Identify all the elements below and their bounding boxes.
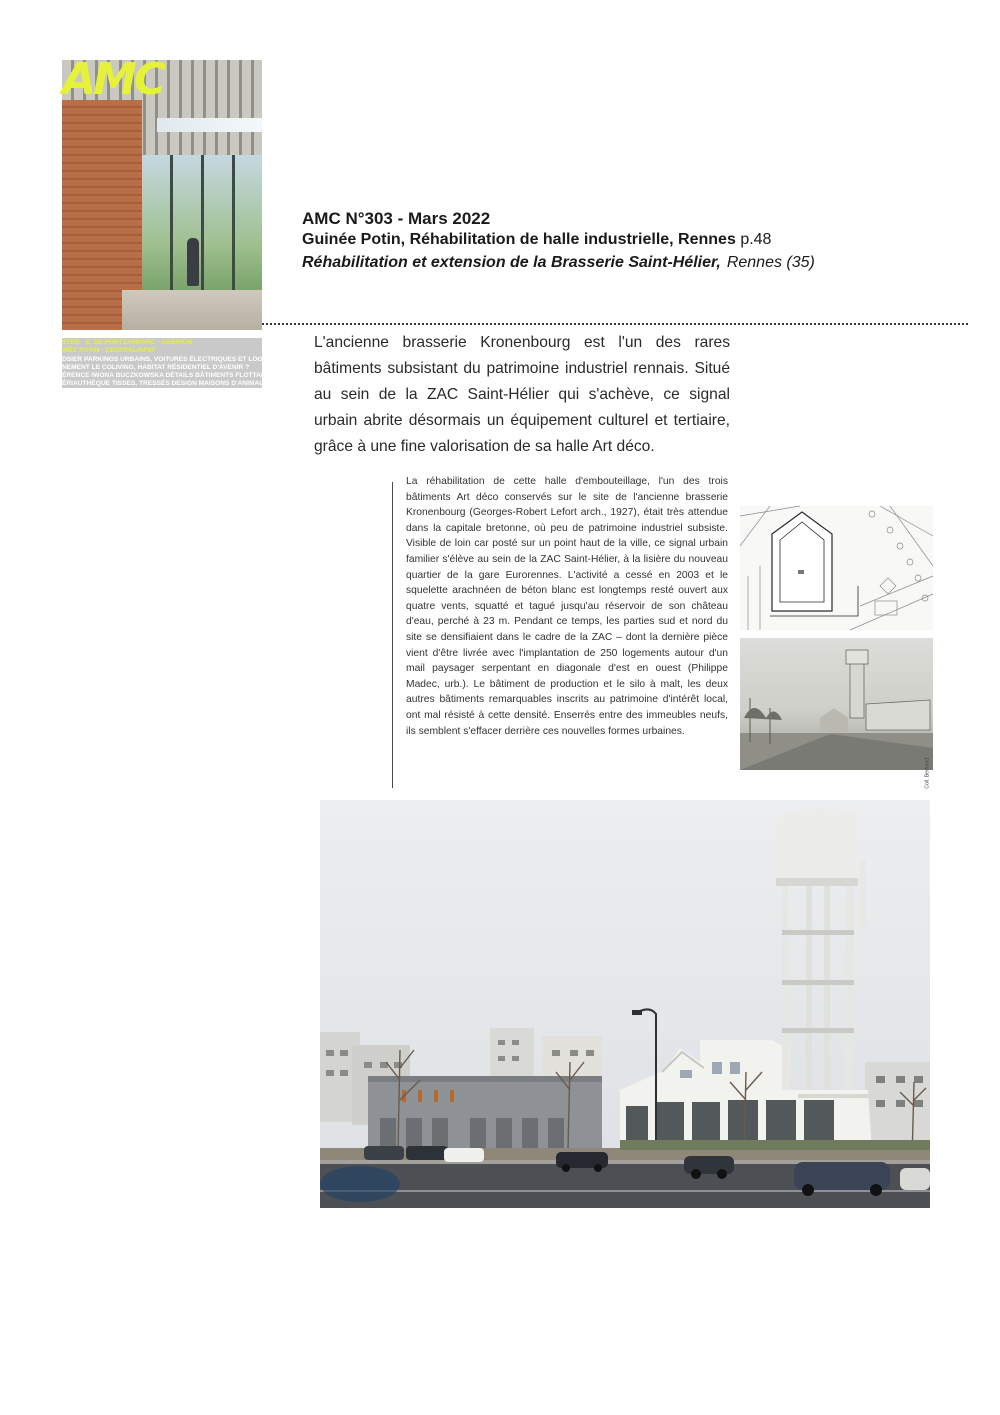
main-building-photo	[320, 800, 930, 1208]
body-text: La réhabilitation de cette halle d'embouteillage, l'un des trois bâtiments Art déco conservés sur le site de l'ancienne brasserie Kronenbourg (Georges-Robert Lefort arch., 1927), était très attendue dans la capitale bretonne, où peu de patrimoine industriel subsiste. Visible de loin car posté sur un point haut de la ville, ce signal urbain familier s'élève au sein de la ZAC Saint-Hélier, à la lisière du nouveau quartier de la gare Eurorennes. L'activité a cessé en 2003 et le squelette arachnéen de béton blanc est longtemps resté ouvert aux quatre vents, squatté et tagué jusqu'au réservoir de son château d'eau, perché à 23 m. Pendant ce temps, les parties sud et nord du site se densifiaient dans le cadre de la ZAC – dont la dernière pièce vient d'être livrée avec l'implantation de 250 logements autour d'un mail paysager serpentant en diagonale d'est en ouest (Philippe Madec, urb.). Le bâtiment de production et le silo à malt, les deux autres bâtiments remarquables inscrits au patrimoine d'intérêt local, ont mal résisté à cette densité. Enserrés entre des immeubles neufs, ils semblent s'effacer derrière ces nouvelles formes urbaines.	[406, 476, 728, 737]
cover-line: ÉRENCE IWONA BUCZKOWSKA DÉTAILS BÂTIMENTS FLOTTANTS	[62, 372, 275, 379]
site-plan-drawing	[740, 506, 933, 630]
cover-line: STER · E. DE PORTZAMPARC · GABRION ·	[62, 339, 197, 346]
magazine-logo: AMC	[62, 54, 164, 105]
subtitle-city: Rennes (35)	[726, 254, 815, 271]
subtitle-text: Réhabilitation et extension de la Brasserie Saint-Hélier,	[302, 254, 721, 271]
page-reference: p.48	[740, 231, 772, 248]
dotted-divider	[262, 323, 968, 325]
cover-line: ÉRIAUTHÈQUE TISSES, TRESSÉS DESIGN MAISONS D'ANIMAUX	[62, 380, 269, 387]
project-title-text: Guinée Potin, Réhabilitation de halle industrielle, Rennes	[302, 231, 736, 248]
column-rule	[392, 482, 393, 788]
cover-line: INÉE POTIN · CENTRAL/NP2F	[62, 347, 156, 354]
photo-credit: Coll. Bertrand	[925, 758, 931, 789]
cover-floor	[122, 290, 262, 330]
cover-line: NEMENT LE COLIVING, HABITAT RÉSIDENTIEL D'AVENIR ?	[62, 364, 250, 371]
intro-paragraph	[314, 330, 730, 460]
historic-photo	[740, 638, 933, 789]
intro-text: L'ancienne brasserie Kronenbourg est l'un des rares bâtiments subsistant du patrimoine industriel rennais. Situé au sein de la ZAC Saint-Hélier qui s'achève, ce signal urbain abrite désormais un équipement culturel et tertiaire, grâce à une fine valorisation de sa halle Art déco.	[314, 334, 730, 455]
issue-heading: AMC N°303 - Mars 2022	[302, 209, 491, 228]
body-column	[406, 474, 728, 739]
cover-person	[187, 238, 199, 286]
cover-glass-facade	[142, 155, 262, 305]
magazine-cover	[62, 54, 290, 387]
cover-skylight	[157, 118, 262, 132]
article-subtitle	[302, 254, 815, 272]
project-title	[302, 231, 771, 249]
cover-line: DSIER PARKINGS URBAINS, VOITURES ÉLECTRIQUES ET LOGISTIQUE	[62, 356, 290, 363]
